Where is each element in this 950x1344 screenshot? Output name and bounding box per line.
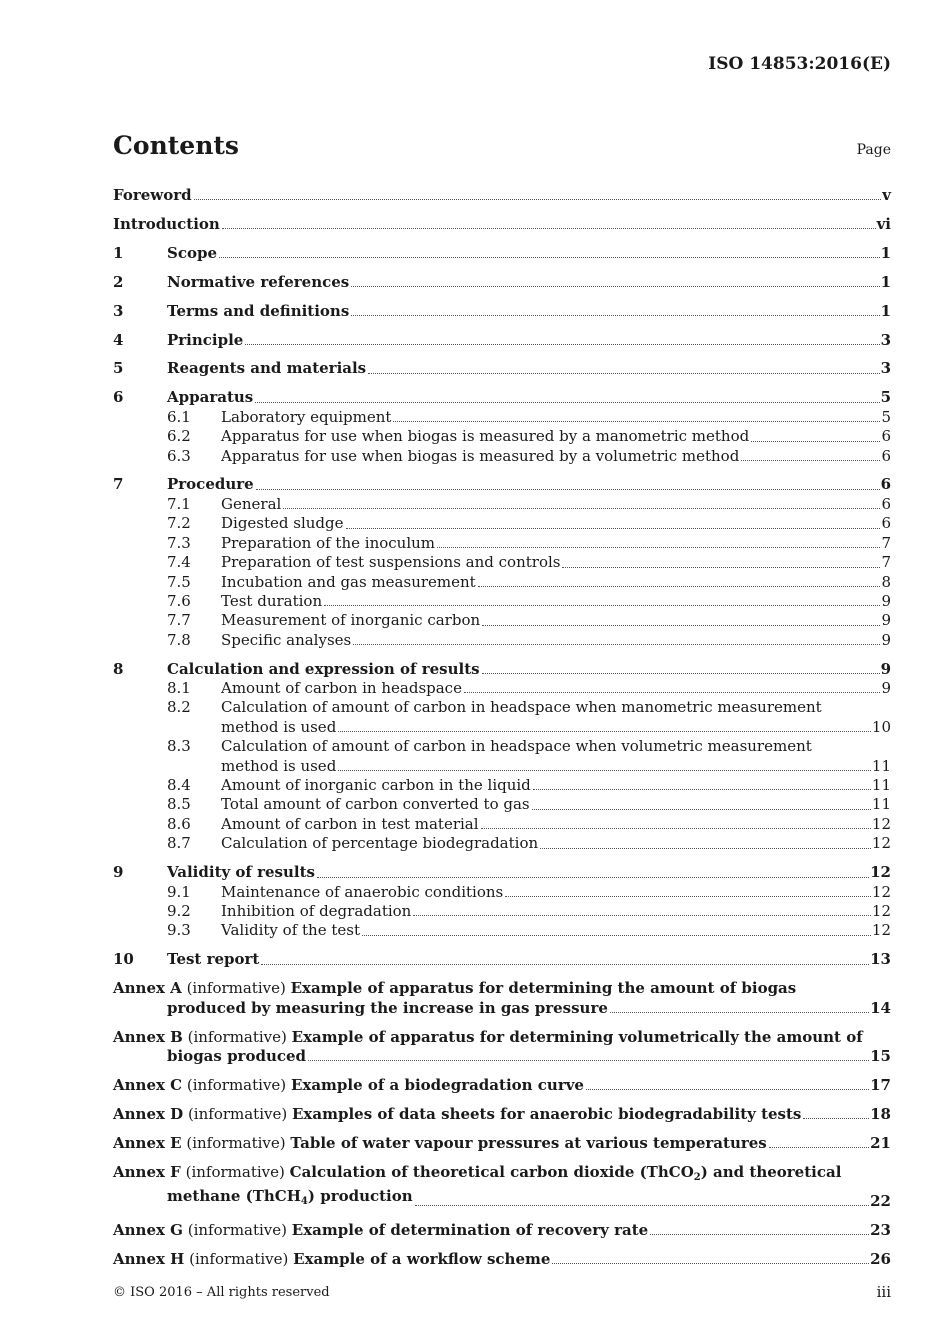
annex-title-part: Calculation of theoretical carbon dioxide (ThCO (289, 1162, 694, 1181)
subclause-number: 8.4 (167, 776, 191, 795)
annex-title: Example of a biodegradation curve (290, 1075, 584, 1094)
dot-leader (610, 1011, 869, 1013)
toc-entry-7-7[interactable] (113, 611, 891, 630)
subclause-number: 7.8 (167, 630, 191, 649)
dot-leader (437, 546, 880, 548)
subclause-number: 8.3 (167, 737, 191, 756)
page-column-label: Page (856, 142, 891, 158)
annex-title: Examples of data sheets for anaerobic biodegradability tests (292, 1104, 802, 1123)
annex-kind: (informative) (187, 1220, 288, 1239)
toc-entry-annex-f[interactable] (113, 1163, 891, 1187)
dot-leader (540, 847, 871, 849)
toc-page: 13 (870, 950, 891, 969)
toc-page: 6 (880, 475, 891, 494)
dot-leader (283, 507, 880, 509)
toc-page: 10 (871, 717, 891, 736)
subclause-number: 7.1 (167, 494, 191, 513)
dot-leader (353, 643, 880, 645)
toc-page: 14 (870, 998, 891, 1017)
annex-kind: (informative) (186, 1133, 286, 1152)
toc-page: 11 (871, 776, 891, 795)
toc-entry-clause-6[interactable] (113, 388, 891, 407)
toc-entry-8-6[interactable] (113, 815, 891, 834)
annex-title-continued (167, 1187, 413, 1211)
dot-leader (482, 624, 880, 626)
subscript: 2 (693, 1171, 701, 1183)
toc-page: 5 (881, 407, 891, 426)
toc-entry-clause-7[interactable] (113, 475, 891, 494)
toc-page: 11 (871, 756, 891, 775)
toc-entry-9-2[interactable] (113, 902, 891, 921)
dot-leader (415, 1204, 869, 1206)
toc-entry-7-3[interactable] (113, 534, 891, 553)
toc-page: 5 (880, 388, 891, 407)
copyright-notice: © ISO 2016 – All rights reserved (113, 1285, 330, 1300)
toc-page: 12 (871, 834, 891, 853)
dot-leader (346, 527, 881, 529)
subclause-number: 6.2 (167, 427, 191, 446)
subclause-number: 7.7 (167, 611, 191, 630)
toc-page: 15 (870, 1046, 891, 1065)
clause-number: 8 (113, 659, 124, 678)
toc-label: Calculation of percentage biodegradation (221, 834, 539, 853)
toc-entry-8-7[interactable] (113, 834, 891, 853)
toc-page: 11 (871, 795, 891, 814)
toc-page: 6 (881, 446, 891, 465)
toc-entry-annex-c[interactable] (113, 1076, 891, 1095)
subclause-number: 9.2 (167, 902, 191, 920)
toc-entry-annex-f-cont[interactable] (113, 1187, 891, 1211)
toc-entry-8-4[interactable] (113, 776, 891, 795)
toc-page: 6 (881, 427, 891, 446)
annex-title-part: ) production (307, 1186, 413, 1205)
annex-kind: (informative) (187, 1027, 287, 1046)
clause-number: 9 (113, 863, 124, 882)
annex-id: Annex H (113, 1249, 185, 1268)
toc-entry-9-3[interactable] (113, 921, 891, 940)
dot-leader (338, 769, 871, 771)
dot-leader (256, 488, 880, 490)
toc-entry-6-2[interactable] (113, 427, 891, 446)
toc-page: 7 (881, 553, 891, 572)
toc-label: General (221, 494, 282, 513)
annex-title: Example of determination of recovery rate (291, 1220, 649, 1239)
standard-number: ISO 14853:2016(E) (708, 54, 891, 74)
clause-number: 1 (113, 243, 124, 262)
subclause-number: 7.5 (167, 572, 191, 591)
dot-leader (338, 730, 871, 732)
toc-label: Preparation of test suspensions and controls (221, 553, 561, 572)
dot-leader (751, 440, 880, 442)
toc-page: 12 (871, 902, 891, 920)
annex-title: Example of apparatus for determining volumetrically the amount of (291, 1027, 863, 1046)
subclause-number: 9.1 (167, 882, 191, 901)
toc-label: Apparatus (167, 388, 254, 407)
subclause-number: 7.6 (167, 591, 191, 610)
annex-kind: (informative) (189, 1249, 289, 1268)
toc-page: 9 (881, 611, 891, 630)
dot-leader (324, 604, 880, 606)
toc-page: vi (876, 214, 891, 233)
table-of-contents (113, 186, 891, 1269)
toc-entry-clause-10[interactable] (113, 950, 891, 969)
toc-entry-clause-4[interactable] (113, 331, 891, 350)
toc-entry-clause-3[interactable] (113, 302, 891, 321)
dot-leader (464, 691, 880, 693)
toc-entry-8-5[interactable] (113, 795, 891, 814)
toc-label: Validity of results (167, 863, 315, 882)
toc-entry-8-3-cont[interactable] (113, 757, 891, 776)
clause-number: 10 (113, 950, 134, 969)
toc-entry-7-6[interactable] (113, 592, 891, 611)
toc-entry-8-2[interactable] (113, 698, 891, 717)
toc-page: 9 (881, 591, 891, 610)
toc-entry-annex-e[interactable] (113, 1134, 891, 1153)
annex-kind: (informative) (185, 1162, 285, 1181)
toc-page: 6 (881, 514, 891, 533)
annex-title: Example of apparatus for determining the amount of biogas (290, 979, 797, 998)
clause-number: 3 (113, 301, 124, 320)
toc-label: Scope (167, 243, 218, 262)
clause-number: 4 (113, 330, 124, 349)
toc-page: 9 (881, 679, 891, 698)
toc-label: Maintenance of anaerobic conditions (221, 882, 504, 901)
toc-label: Procedure (167, 475, 254, 494)
toc-entry-annex-a-cont[interactable] (113, 999, 891, 1018)
dot-leader (533, 788, 871, 790)
toc-label: Principle (167, 330, 244, 349)
toc-label: Apparatus for use when biogas is measured by a volumetric method (221, 446, 740, 465)
toc-entry-7-4[interactable] (113, 553, 891, 572)
toc-entry-7-5[interactable] (113, 573, 891, 592)
toc-label: Apparatus for use when biogas is measured by a manometric method (221, 427, 750, 446)
toc-page: 17 (870, 1075, 891, 1094)
annex-title (290, 1163, 842, 1181)
subclause-number: 7.4 (167, 553, 191, 572)
toc-label: Measurement of inorganic carbon (221, 611, 481, 630)
dot-leader (219, 256, 880, 258)
annex-id: Annex E (113, 1133, 182, 1152)
toc-label: Validity of the test (221, 921, 360, 940)
subclause-number: 8.7 (167, 834, 191, 853)
clause-number: 7 (113, 475, 124, 494)
annex-title: Table of water vapour pressures at various temperatures (290, 1133, 767, 1152)
subclause-number: 8.2 (167, 698, 191, 717)
toc-entry-8-3[interactable] (113, 737, 891, 756)
annex-kind: (informative) (186, 979, 286, 998)
dot-leader (245, 343, 879, 345)
toc-entry-8-1[interactable] (113, 679, 891, 698)
dot-leader (351, 314, 879, 316)
toc-label: Amount of carbon in test material (221, 814, 479, 833)
toc-entry-6-3[interactable] (113, 447, 891, 466)
toc-entry-clause-8[interactable] (113, 660, 891, 679)
toc-entry-annex-a[interactable] (113, 979, 891, 998)
toc-page: 1 (880, 243, 891, 262)
dot-leader (478, 585, 881, 587)
toc-label: Specific analyses (221, 630, 352, 649)
annex-title-part: ) and theoretical (700, 1162, 842, 1181)
toc-page: v (882, 186, 891, 204)
toc-page: 26 (870, 1249, 891, 1268)
toc-entry-7-1[interactable] (113, 495, 891, 514)
subclause-number: 9.3 (167, 921, 191, 940)
subclause-number: 8.5 (167, 795, 191, 814)
toc-entry-clause-2[interactable] (113, 273, 891, 292)
toc-page: 22 (870, 1191, 891, 1210)
toc-label: Calculation of amount of carbon in headspace when manometric measurement (221, 698, 822, 717)
dot-leader (261, 963, 869, 965)
annex-kind: (informative) (186, 1075, 287, 1094)
subclause-number: 8.6 (167, 814, 191, 833)
dot-leader (351, 285, 879, 287)
annex-id: Annex F (113, 1162, 181, 1181)
toc-label-continued: method is used (221, 756, 337, 775)
toc-label-continued: method is used (221, 717, 337, 736)
toc-entry-clause-9[interactable] (113, 863, 891, 882)
toc-page: 12 (871, 921, 891, 940)
clause-number: 5 (113, 359, 124, 378)
toc-page: 12 (870, 863, 891, 882)
subclause-number: 6.3 (167, 446, 191, 465)
toc-page: 3 (880, 330, 891, 349)
annex-id: Annex B (113, 1027, 183, 1046)
toc-page: 12 (871, 882, 891, 901)
dot-leader (532, 808, 871, 810)
toc-label: Normative references (167, 272, 350, 291)
annex-id: Annex C (113, 1075, 183, 1094)
clause-number: 2 (113, 272, 124, 291)
toc-entry-annex-g[interactable] (113, 1221, 891, 1240)
annex-id: Annex D (113, 1104, 184, 1123)
page-title: Contents (113, 131, 240, 160)
toc-page: 6 (881, 494, 891, 513)
annex-title: Example of a workflow scheme (293, 1249, 551, 1268)
subclause-number: 7.3 (167, 533, 191, 552)
toc-label: Preparation of the inoculum (221, 533, 435, 552)
dot-leader (317, 876, 869, 878)
dot-leader (255, 401, 879, 403)
toc-entry-6-1[interactable] (113, 408, 891, 427)
subscript: 4 (300, 1195, 308, 1207)
toc-entry-annex-b-cont[interactable] (113, 1047, 891, 1066)
annex-title-part: methane (ThCH (167, 1186, 301, 1205)
annex-id: Annex A (113, 979, 182, 998)
dot-leader (552, 1262, 869, 1264)
toc-label: Digested sludge (221, 514, 344, 533)
toc-label: Test report (167, 950, 260, 969)
toc-label: Test duration (221, 591, 323, 610)
toc-page: 3 (880, 359, 891, 378)
dot-leader (505, 895, 871, 897)
toc-entry-annex-b[interactable] (113, 1028, 891, 1047)
toc-label: Calculation and expression of results (167, 659, 480, 678)
toc-label: Laboratory equipment (221, 407, 392, 426)
toc-page: 12 (871, 814, 891, 833)
toc-label: Introduction (113, 214, 220, 233)
page-number: iii (876, 1283, 891, 1301)
annex-title-continued: produced by measuring the increase in gas pressure (167, 998, 608, 1017)
dot-leader (222, 227, 876, 229)
toc-label: Amount of inorganic carbon in the liquid (221, 776, 531, 795)
clause-number: 6 (113, 388, 124, 407)
toc-label: Foreword (113, 186, 192, 204)
toc-entry-introduction[interactable] (113, 215, 891, 234)
dot-leader (562, 566, 880, 568)
toc-label: Terms and definitions (167, 301, 350, 320)
toc-label: Calculation of amount of carbon in headspace when volumetric measurement (221, 737, 812, 756)
dot-leader (803, 1117, 869, 1119)
toc-entry-clause-5[interactable] (113, 359, 891, 378)
dot-leader (362, 934, 871, 936)
toc-label: Total amount of carbon converted to gas (221, 795, 530, 814)
toc-entry-foreword[interactable] (113, 186, 891, 205)
toc-page: 7 (881, 533, 891, 552)
subclause-number: 6.1 (167, 407, 191, 426)
dot-leader (769, 1146, 869, 1148)
subclause-number: 7.2 (167, 514, 191, 533)
toc-page: 8 (881, 572, 891, 591)
dot-leader (194, 198, 882, 200)
toc-page: 9 (880, 659, 891, 678)
toc-entry-annex-h[interactable] (113, 1250, 891, 1269)
toc-page: 23 (870, 1220, 891, 1239)
dot-leader (741, 459, 880, 461)
toc-label: Reagents and materials (167, 359, 367, 378)
toc-page: 21 (870, 1133, 891, 1152)
annex-title-continued: biogas produced (167, 1046, 307, 1065)
toc-page: 18 (870, 1104, 891, 1123)
toc-page: 9 (881, 630, 891, 649)
dot-leader (482, 672, 880, 674)
annex-kind: (informative) (187, 1104, 288, 1123)
toc-entry-9-1[interactable] (113, 883, 891, 902)
toc-page: 1 (880, 301, 891, 320)
toc-entry-8-2-cont[interactable] (113, 718, 891, 737)
dot-leader (308, 1059, 869, 1061)
dot-leader (413, 914, 871, 916)
dot-leader (481, 827, 871, 829)
toc-entry-7-8[interactable] (113, 631, 891, 650)
toc-label: Incubation and gas measurement (221, 572, 476, 591)
toc-page: 1 (880, 272, 891, 291)
toc-entry-annex-d[interactable] (113, 1105, 891, 1124)
annex-id: Annex G (113, 1220, 183, 1239)
dot-leader (368, 372, 879, 374)
toc-entry-7-2[interactable] (113, 514, 891, 533)
subclause-number: 8.1 (167, 679, 191, 698)
dot-leader (393, 420, 880, 422)
toc-entry-clause-1[interactable] (113, 244, 891, 263)
toc-label: Amount of carbon in headspace (221, 679, 462, 698)
dot-leader (650, 1233, 869, 1235)
dot-leader (586, 1088, 869, 1090)
toc-label: Inhibition of degradation (221, 902, 412, 920)
